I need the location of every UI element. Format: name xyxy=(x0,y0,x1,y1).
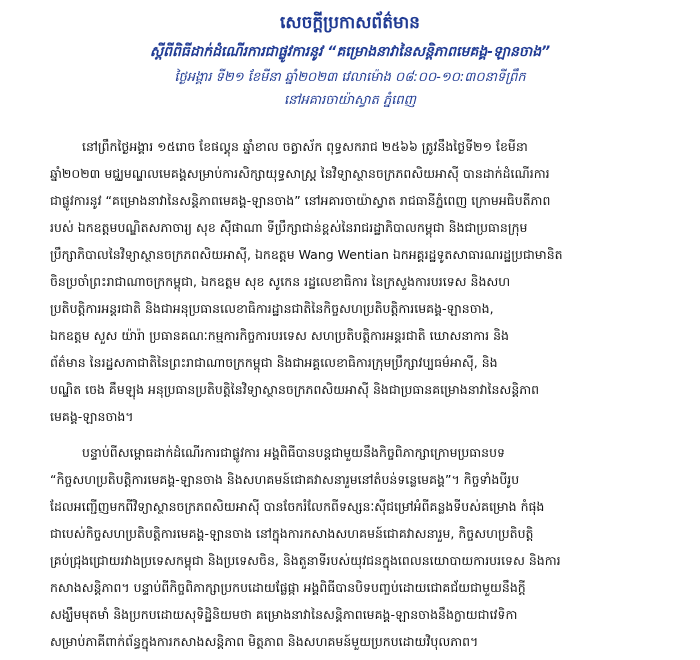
paragraph-line: ចិនប្រចាំព្រះរាជាណាចក្រកម្ពុជា, ឯកឧត្តម សុខ សូកេន រដ្ឋលេខាធិការ នៃក្រសួងការបរទេស និងសហ xyxy=(50,274,511,289)
paragraph-line: “កិច្ចសហប្រតិបត្តិការមេគង្គ-ឡានចាង និងសហគមន៍ជោគវាសនារួមនៅតំបន់ទន្លេមេគង្គ”។ កិច្ចទាំងបីរូប xyxy=(50,472,520,487)
paragraph-line: សង្ឃឹមមុតមាំ និងប្រកបដោយសុទិដ្ឋិនិយមថា គម្រោងនាវានៃសន្តិភាពមេគង្គ-ឡានចាងនឹងក្លាយជាវេទិកា xyxy=(50,607,518,622)
paragraph-line: ព័ត៌មាន នៃរដ្ឋសភាជាតិនៃព្រះរាជាណាចក្រកម្ពុជា និងជាអគ្គលេខាធិការក្រុមប្រឹក្សាវប្បធម៌អាស៊ី, និង xyxy=(50,355,498,370)
paragraph-line: ប្រតិបត្តិការអន្តរជាតិ និងជាអនុប្រធានលេខាធិការដ្ឋានជាតិនៃកិច្ចសហប្រតិបត្តិការមេគង្គ-ឡានចាង, xyxy=(50,301,494,316)
document-title: សេចក្តីប្រកាសព័ត៌មាន xyxy=(280,13,420,33)
paragraph-line: បណ្ឌិត ចេង គឹមឡុង អនុប្រធានប្រតិបត្តិនៃវិទ្យាស្ថានចក្រភពសិយអាស៊ី និងជាប្រធានគម្រោងនាវានៃសន្តិភាព xyxy=(50,382,540,397)
paragraph-line: កសាងសន្តិភាព។ បន្ទាប់ពីកិច្ចពិភាក្សាប្រកបដោយផ្លែផ្កា អង្គពិធីបានបិទបញ្ចប់ដោយជោគជ័យជាមួយនឹងក្តី xyxy=(50,580,526,595)
paragraph-line: គ្រប់ជ្រុងជ្រោយរវាងប្រទេសកម្ពុជា និងប្រទេសចិន, និងតួនាទីរបស់យុវជនក្នុងពេលនយោបាយការបរទេស និងការ xyxy=(50,553,561,568)
paragraph-line: ជាផ្លូវការនូវ “គម្រោងនាវានៃសន្តិភាពមេគង្គ-ឡានចាង” នៅអគារចាយ៉ាស្វាត រាជធានីភ្នំពេញ ក្រោមអធិបតីភាព xyxy=(50,193,551,208)
event-venue: នៅអគារចាយ៉ាស្វាត ភ្នំពេញ xyxy=(283,93,417,108)
paragraph-line: របស់ ឯកឧត្តមបណ្ឌិតសភាចារ្យ សុខ ស៊ីផាណា ទីប្រឹក្សាជាន់ខ្ពស់នៃរាជរដ្ឋាភិបាលកម្ពុជា និងជាប្រធានក្រុម xyxy=(50,220,528,235)
paragraph-2 xyxy=(50,439,660,655)
event-datetime: ថ្ងៃអង្គារ ទី២១ ខែមីនា ឆ្នាំ២០២៣ វេលាម៉ោង ០៨:០០-១០:៣០នាទីព្រឹក xyxy=(174,70,526,85)
paragraph-line: បន្ទាប់ពីសម្ពោធដាក់ដំណើរការជាផ្លូវការ អង្គពិធីបានបន្តជាមួយនឹងកិច្ចពិភាក្សាក្រោមប្រធានបទ xyxy=(82,445,505,460)
paragraph-line: ដែលអញ្ជើញមកពីវិទ្យាស្ថានចក្រភពសិយអាស៊ី បានចែករំលែកពីទស្សនៈស៊ីជម្រៅអំពីគន្លងទីបស់គម្រោង កំផុង xyxy=(50,499,545,514)
document-subtitle: ស្តីពីពិធីដាក់ដំណើរការជាផ្លូវការនូវ “គម្រោងនាវានៃសន្តិភាពមេគង្គ-ឡានចាង” xyxy=(149,44,551,60)
paragraph-line: ឯកឧត្តម សួស យ៉ារ៉ា ប្រធានគណៈកម្មការកិច្ចការបរទេស សហប្រតិបត្តិការអន្តរជាតិ ឃោសនាការ និង xyxy=(50,328,509,343)
paragraph-1 xyxy=(50,133,660,430)
paragraph-line: ជាបេស់កិច្ចសហប្រតិបត្តិការមេគង្គ-ឡានចាង នៅក្នុងការកសាងសហគមន៍ជោគវាសនារួម, កិច្ចសហប្រតិបត្តិ xyxy=(50,526,534,541)
paragraph-line: នៅព្រឹកថ្ងៃអង្គារ ១៥រោច ខែផល្គុន ឆ្នាំខាល ចត្វាស័ក ពុទ្ធសករាជ ២៥៦៦ ត្រូវនឹងថ្ងៃទី២១ ខែមីនា xyxy=(82,139,528,154)
paragraph-line: មេគង្គ-ឡានចាង។ xyxy=(50,409,134,424)
paragraph-line: ឆ្នាំ២០២៣ មជ្ឈមណ្ឌលមេគង្គសម្រាប់ការសិក្សាយុទ្ធសាស្ត្រ នៃវិទ្យាស្ថានចក្រភពសិយអាស៊ី បានដាក់ដំណើរការ xyxy=(50,166,550,181)
paragraph-line: ប្រឹក្សាភិបាលនៃវិទ្យាស្ថានចក្រភពសិយអាស៊ី, ឯកឧត្តម Wang Wentian ឯកអគ្គរដ្ឋទូតសាធារណរដ្ឋប្រជាមានិត xyxy=(50,247,563,262)
paragraph-line: សម្រាប់ភាគីពាក់ព័ន្ធក្នុងការកសាងសន្តិភាព មិត្តភាព និងសហគមន៍មួយប្រកបដោយវិបុលភាព។ xyxy=(50,634,479,649)
